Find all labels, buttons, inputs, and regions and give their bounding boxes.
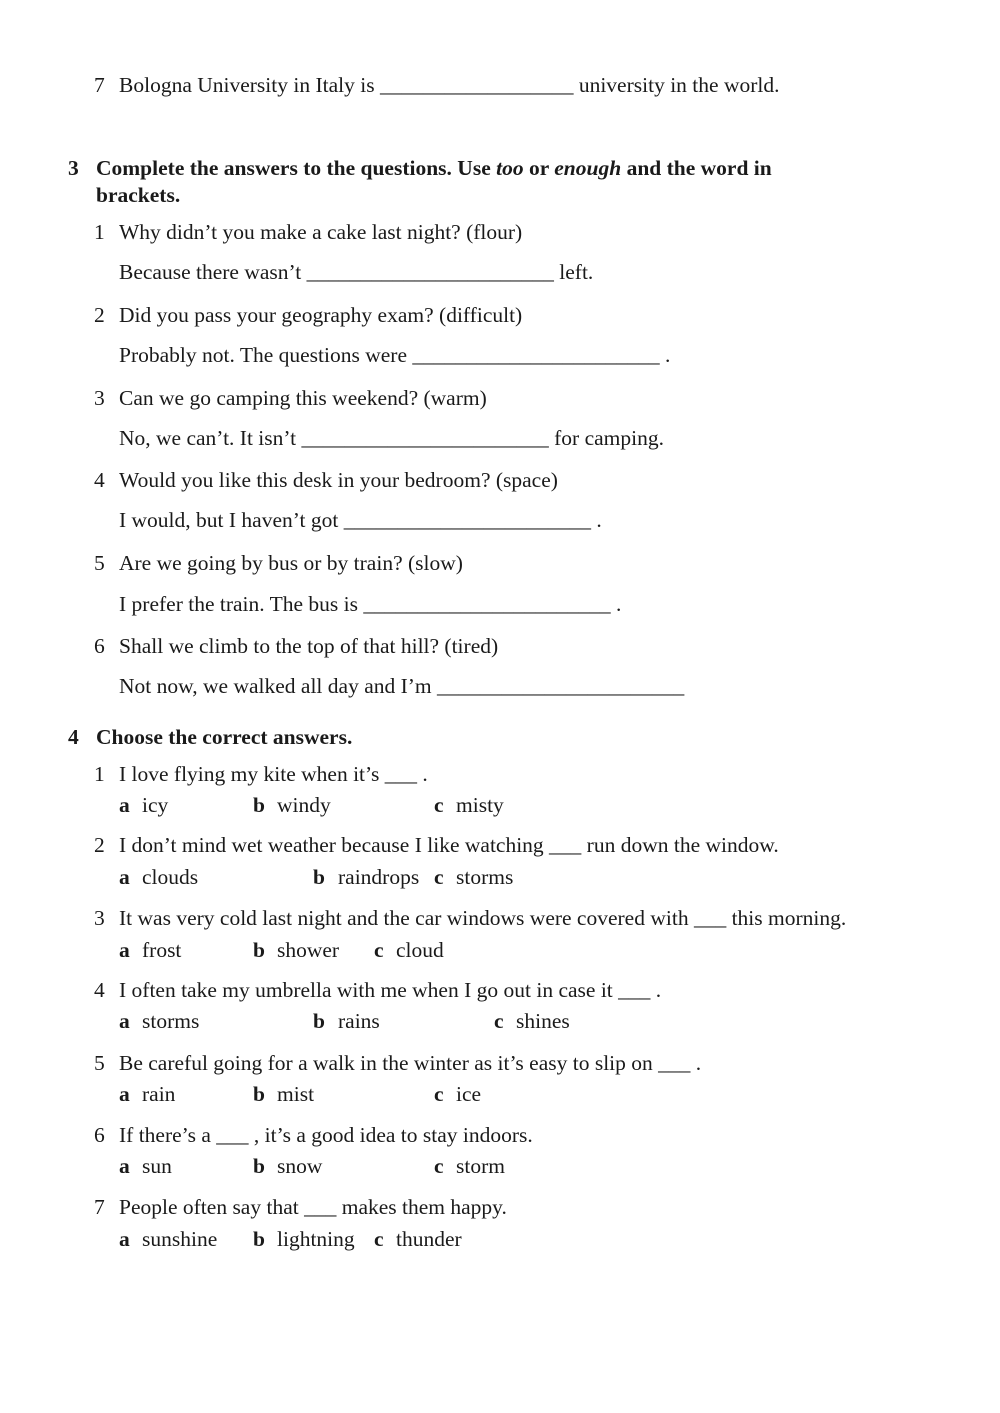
option-b[interactable]: mist [277, 1082, 315, 1106]
item-number: 4 [94, 978, 105, 1002]
question-text: Shall we climb to the top of that hill? (tired) [119, 634, 499, 658]
option-a[interactable]: icy [142, 793, 169, 817]
option-letter-c: c [434, 1154, 444, 1178]
option-letter-a: a [119, 793, 130, 817]
answer-line[interactable]: No, we can’t. It isn’t _______________________ for camping. [119, 426, 664, 450]
option-c[interactable]: misty [456, 793, 504, 817]
option-b[interactable]: lightning [277, 1227, 355, 1251]
option-letter-b: b [253, 793, 265, 817]
option-letter-a: a [119, 1009, 130, 1033]
section-heading: Complete the answers to the questions. Use too or enough and the word in [96, 156, 772, 180]
option-letter-c: c [434, 1082, 444, 1106]
answer-line[interactable]: Probably not. The questions were _______________________ . [119, 343, 671, 367]
section-heading: Choose the correct answers. [96, 725, 353, 749]
item-number: 4 [94, 468, 105, 492]
option-c[interactable]: cloud [396, 938, 444, 962]
question-text: It was very cold last night and the car windows were covered with ___ this morning. [119, 906, 847, 930]
option-letter-c: c [434, 793, 444, 817]
option-letter-c: c [494, 1009, 504, 1033]
option-c[interactable]: storms [456, 865, 514, 889]
option-c[interactable]: shines [516, 1009, 570, 1033]
option-letter-a: a [119, 1154, 130, 1178]
option-letter-c: c [374, 1227, 384, 1251]
item-number: 1 [94, 762, 105, 786]
item-number: 5 [94, 1051, 105, 1075]
question-text: Can we go camping this weekend? (warm) [119, 386, 487, 410]
item-number: 1 [94, 220, 105, 244]
option-a[interactable]: storms [142, 1009, 200, 1033]
section-number: 3 [68, 156, 79, 180]
question-text: If there’s a ___ , it’s a good idea to stay indoors. [119, 1123, 533, 1147]
option-letter-a: a [119, 1082, 130, 1106]
option-letter-c: c [374, 938, 384, 962]
answer-line[interactable]: I prefer the train. The bus is _______________________ . [119, 592, 622, 616]
option-letter-a: a [119, 938, 130, 962]
option-c[interactable]: thunder [396, 1227, 462, 1251]
question-text: I often take my umbrella with me when I go out in case it ___ . [119, 978, 662, 1002]
option-c[interactable]: ice [456, 1082, 482, 1106]
option-letter-c: c [434, 865, 444, 889]
option-letter-b: b [253, 938, 265, 962]
option-a[interactable]: frost [142, 938, 182, 962]
option-c[interactable]: storm [456, 1154, 505, 1178]
question-text: Why didn’t you make a cake last night? (flour) [119, 220, 523, 244]
option-a[interactable]: clouds [142, 865, 199, 889]
section-heading-continued: brackets. [96, 183, 181, 207]
option-a[interactable]: sunshine [142, 1227, 218, 1251]
question-text: Would you like this desk in your bedroom? (space) [119, 468, 558, 492]
question-text: Are we going by bus or by train? (slow) [119, 551, 463, 575]
question-text: Did you pass your geography exam? (difficult) [119, 303, 523, 327]
option-letter-b: b [253, 1154, 265, 1178]
option-letter-b: b [253, 1227, 265, 1251]
item-number: 6 [94, 634, 105, 658]
section-number: 4 [68, 725, 79, 749]
question-text: I love flying my kite when it’s ___ . [119, 762, 428, 786]
option-letter-b: b [313, 865, 325, 889]
question-text: I don’t mind wet weather because I like watching ___ run down the window. [119, 833, 779, 857]
option-a[interactable]: sun [142, 1154, 172, 1178]
option-letter-a: a [119, 865, 130, 889]
option-b[interactable]: rains [338, 1009, 380, 1033]
option-letter-a: a [119, 1227, 130, 1251]
item-number: 3 [94, 906, 105, 930]
option-b[interactable]: raindrops [338, 865, 420, 889]
item-number: 7 [94, 73, 105, 97]
item-number: 6 [94, 1123, 105, 1147]
option-b[interactable]: snow [277, 1154, 323, 1178]
option-a[interactable]: rain [142, 1082, 176, 1106]
question-text: Be careful going for a walk in the winter as it’s easy to slip on ___ . [119, 1051, 702, 1075]
option-b[interactable]: shower [277, 938, 340, 962]
answer-line[interactable]: Because there wasn’t _______________________ left. [119, 260, 594, 284]
option-b[interactable]: windy [277, 793, 331, 817]
answer-line[interactable]: Not now, we walked all day and I’m _______________________ [119, 674, 685, 698]
question-text: People often say that ___ makes them happy. [119, 1195, 507, 1219]
option-letter-b: b [313, 1009, 325, 1033]
item-number: 2 [94, 833, 105, 857]
item-number: 7 [94, 1195, 105, 1219]
item-number: 5 [94, 551, 105, 575]
question-text: Bologna University in Italy is __________________ university in the world. [119, 73, 780, 97]
item-number: 2 [94, 303, 105, 327]
option-letter-b: b [253, 1082, 265, 1106]
answer-line[interactable]: I would, but I haven’t got _______________________ . [119, 508, 602, 532]
item-number: 3 [94, 386, 105, 410]
